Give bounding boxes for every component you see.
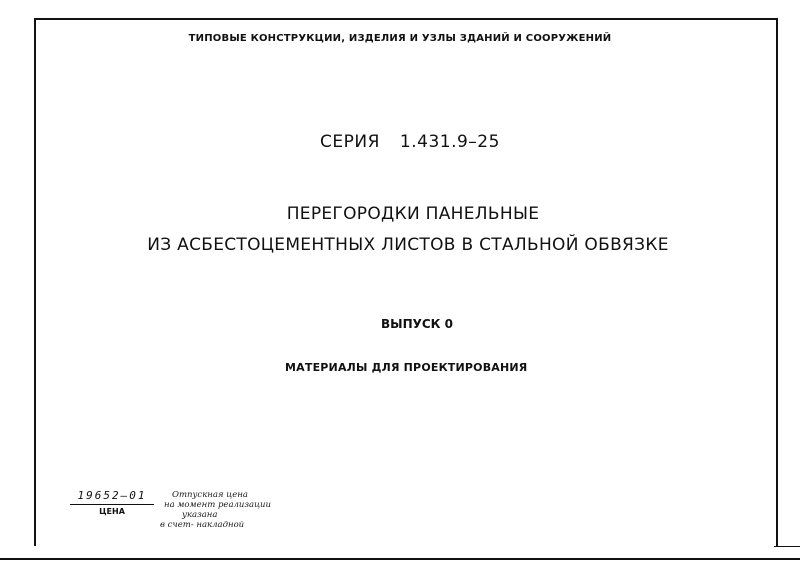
series-label: СЕРИЯ <box>320 132 380 152</box>
price-code-block <box>70 489 154 516</box>
document-subtitle: МАТЕРИАЛЫ ДЛЯ ПРОЕКТИРОВАНИЯ <box>285 361 528 374</box>
page-frame <box>34 18 778 546</box>
document-title-line-1: ПЕРЕГОРОДКИ ПАНЕЛЬНЫЕ <box>286 204 540 224</box>
price-label: ЦЕНА <box>99 507 125 516</box>
series-number: 1.431.9–25 <box>399 132 500 152</box>
issue-label: ВЫПУСК 0 <box>381 317 454 331</box>
series-line <box>320 132 500 152</box>
note-line: Отпускная цена <box>172 490 248 500</box>
document-code: 19652–01 <box>77 489 147 502</box>
note-line: указана <box>182 510 218 520</box>
frame-corner-rule <box>774 546 800 547</box>
note-line: на момент реализации <box>164 500 271 510</box>
price-stamp-note <box>160 490 271 530</box>
bottom-rule <box>0 558 800 560</box>
code-divider <box>70 504 154 505</box>
note-line: в счет- накладной <box>160 520 245 530</box>
organization-header: ТИПОВЫЕ КОНСТРУКЦИИ, ИЗДЕЛИЯ И УЗЛЫ ЗДАНИЙ И СООРУЖЕНИЙ <box>188 33 612 44</box>
document-title-line-2: ИЗ АСБЕСТОЦЕМЕНТНЫХ ЛИСТОВ В СТАЛЬНОЙ ОБВЯЗКЕ <box>147 235 669 255</box>
